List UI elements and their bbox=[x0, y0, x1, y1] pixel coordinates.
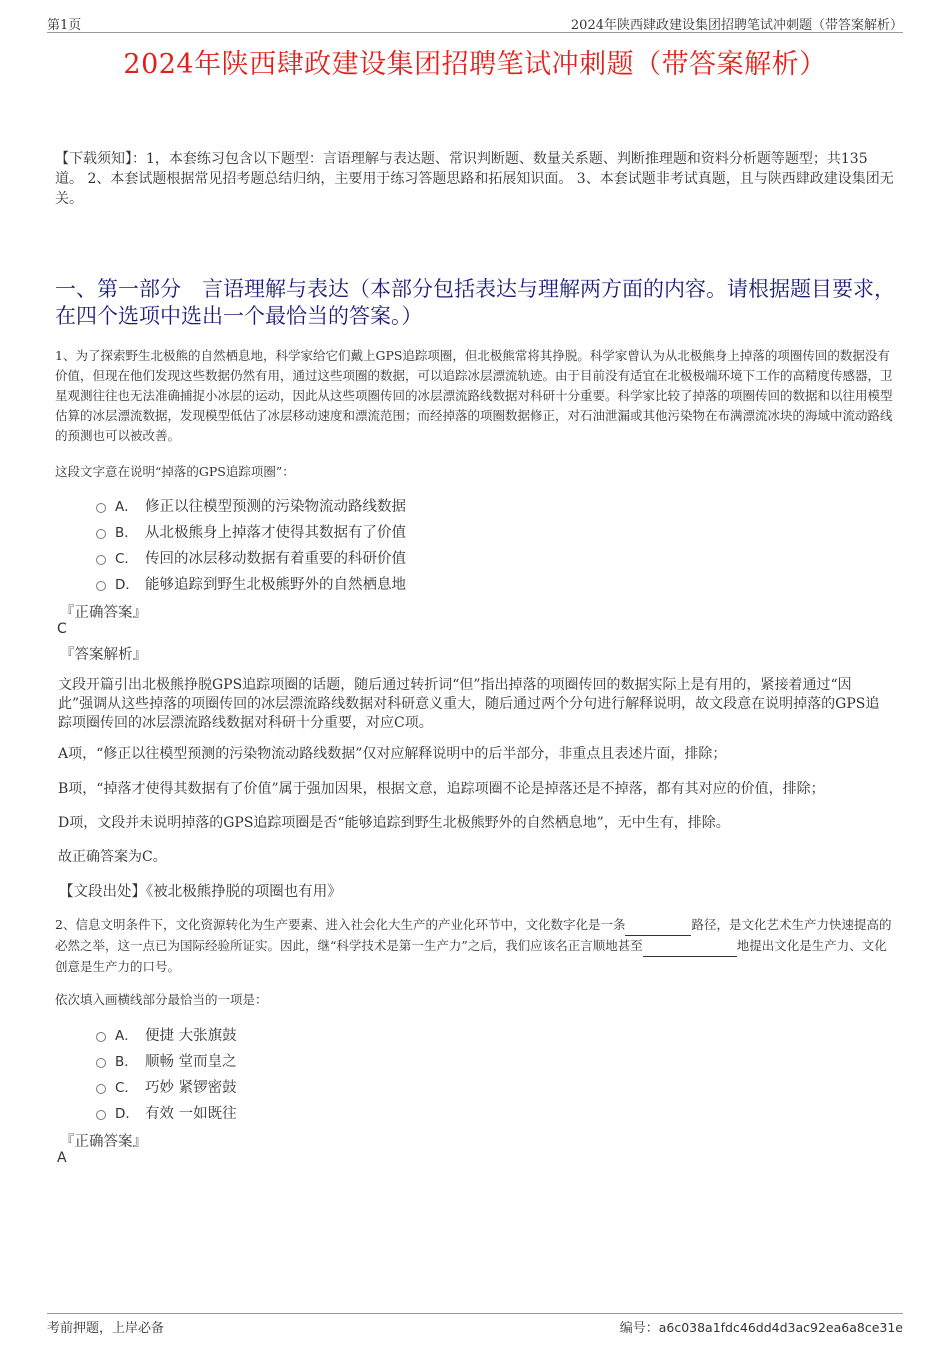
option-a[interactable] bbox=[96, 1021, 237, 1047]
question-2-text-part: 路径，是文化艺术生产力快速提高的必然之举，这一点已为国际经验所证实。因此，继“科学技术是第一生产力”之后，我们应该名正言顺地甚至 bbox=[55, 917, 892, 953]
radio-icon[interactable] bbox=[96, 1058, 106, 1068]
option-text: 便捷 大张旗鼓 bbox=[145, 1027, 237, 1044]
option-text: 修正以往模型预测的污染物流动路线数据 bbox=[145, 498, 406, 515]
radio-icon[interactable] bbox=[96, 1084, 106, 1094]
correct-answer-label: 『正确答案』 bbox=[60, 1134, 147, 1150]
analysis-paragraph: B项，“掉落才使得其数据有了价值”属于强加因果，根据文意，追踪项圈不论是掉落还是不掉落，都有其对应的价值，排除； bbox=[58, 781, 825, 797]
radio-icon[interactable] bbox=[96, 555, 106, 565]
fill-blank bbox=[643, 936, 737, 957]
option-letter: C． bbox=[115, 551, 138, 567]
option-text: 从北极熊身上掉落才使得其数据有了价值 bbox=[145, 524, 406, 541]
question-2-options bbox=[96, 1021, 237, 1125]
analysis-label: 『答案解析』 bbox=[60, 647, 147, 663]
correct-answer-label: 『正确答案』 bbox=[60, 605, 147, 621]
question-2-text bbox=[55, 915, 895, 977]
document-title: 2024年陕西肆政建设集团招聘笔试冲刺题（带答案解析） bbox=[123, 49, 827, 80]
radio-icon[interactable] bbox=[96, 581, 106, 591]
correct-answer: A bbox=[57, 1150, 67, 1166]
option-d[interactable] bbox=[96, 570, 406, 596]
option-text: 能够追踪到野生北极熊野外的自然栖息地 bbox=[145, 576, 406, 593]
option-letter: D． bbox=[115, 1106, 139, 1122]
question-2-text-part: 2、信息文明条件下，文化资源转化为生产要素、进入社会化大生产的产业化环节中，文化数字化是一条 bbox=[55, 917, 626, 932]
radio-icon[interactable] bbox=[96, 1032, 106, 1042]
footer-slogan: 考前押题，上岸必备 bbox=[47, 1321, 165, 1336]
footer-code bbox=[620, 1317, 903, 1336]
option-c[interactable] bbox=[96, 544, 406, 570]
fill-blank bbox=[625, 915, 691, 936]
analysis-conclusion: 故正确答案为C。 bbox=[58, 849, 167, 865]
question-2-prompt: 依次填入画横线部分最恰当的一项是： bbox=[55, 992, 268, 1007]
option-letter: D． bbox=[115, 577, 139, 593]
option-text: 巧妙 紧锣密鼓 bbox=[145, 1079, 237, 1096]
option-text: 传回的冰层移动数据有着重要的科研价值 bbox=[145, 550, 406, 567]
option-text: 有效 一如既往 bbox=[145, 1105, 237, 1122]
passage-source: 【文段出处】《被北极熊挣脱的项圈也有用》 bbox=[59, 884, 342, 900]
option-b[interactable] bbox=[96, 518, 406, 544]
option-letter: A． bbox=[115, 1028, 138, 1044]
question-1-text: 1、为了探索野生北极熊的自然栖息地，科学家给它们戴上GPS追踪项圈，但北极熊常将其挣脱。科学家曾认为从北极熊身上掉落的项圈传回的数据没有价值，但现在他们发现这些数据仍然有用，通过这些项圈的数据，可以追踪冰层漂流轨迹。由于目前没有适宜在北极极端环境下工作的高精度传感器，卫星观测往往也无法准确捕捉小冰层的运动，因此从这些项圈传回的冰层漂流路线数据对科研十分重要。科学家比较了掉落的项圈传回的数据和以往用模型估算的冰层漂流数据，发现模型低估了冰层移动速度和漂流范围；而经掉落的项圈数据修正，对石油泄漏或其他污染物在布满漂流冰块的海域中流动路线的预测也可以被改善。 bbox=[55, 348, 893, 443]
footer-code-label: 编号： bbox=[619, 1321, 659, 1336]
question-1-options bbox=[96, 492, 406, 596]
page-number: 第1页 bbox=[47, 18, 82, 33]
analysis-paragraph: D项，文段并未说明掉落的GPS追踪项圈是否“能够追踪到野生北极熊野外的自然栖息地”，无中生有，排除。 bbox=[58, 815, 730, 831]
radio-icon[interactable] bbox=[96, 503, 106, 513]
analysis-paragraph: 文段开篇引出北极熊挣脱GPS追踪项圈的话题，随后通过转折词“但”指出掉落的项圈传回的数据实际上是有用的，紧接着通过“因此”强调从这些掉落的项圈传回的冰层漂流路线数据对科研意义重大，随后通过两个分句进行解释说明，故文段意在说明掉落的GPS追踪项圈传回的冰层漂流路线数据对科研十分重要，对应C项。 bbox=[58, 677, 880, 731]
option-letter: B． bbox=[115, 525, 138, 541]
footer-code-value: a6c038a1fdc46dd4d3ac92ea6a8ce31e bbox=[658, 1320, 903, 1335]
download-notice: 【下载须知】：1，本套练习包含以下题型：言语理解与表达题、常识判断题、数量关系题、判断推理题和资料分析题等题型；共135道。 2、本套试题根据常见招考题总结归纳，主要用于练习答题思路和拓展知识面。 3、本套试题非考试真题，且与陕西肆政建设集团无关。 bbox=[55, 151, 894, 207]
option-letter: C． bbox=[115, 1080, 138, 1096]
option-d[interactable] bbox=[96, 1099, 237, 1125]
question-1-prompt: 这段文字意在说明“掉落的GPS追踪项圈”： bbox=[55, 464, 295, 479]
option-c[interactable] bbox=[96, 1073, 237, 1099]
option-b[interactable] bbox=[96, 1047, 237, 1073]
radio-icon[interactable] bbox=[96, 1110, 106, 1120]
header-doc-title: 2024年陕西肆政建设集团招聘笔试冲刺题（带答案解析） bbox=[570, 18, 903, 33]
section-title: 一、第一部分 言语理解与表达（本部分包括表达与理解两方面的内容。请根据题目要求，在四个选项中选出一个最恰当的答案。） bbox=[55, 277, 895, 328]
option-letter: B． bbox=[115, 1054, 138, 1070]
page-header bbox=[47, 12, 903, 33]
question-2-text-part: 地提出文化是生产力、文化创意是生产力的口号。 bbox=[55, 938, 887, 974]
page-footer bbox=[47, 1313, 903, 1336]
option-letter: A． bbox=[115, 499, 138, 515]
option-text: 顺畅 堂而皇之 bbox=[145, 1053, 237, 1070]
radio-icon[interactable] bbox=[96, 529, 106, 539]
analysis-paragraph: A项，“修正以往模型预测的污染物流动路线数据”仅对应解释说明中的后半部分，非重点且表述片面，排除； bbox=[58, 746, 727, 762]
option-a[interactable] bbox=[96, 492, 406, 518]
correct-answer: C bbox=[57, 621, 67, 637]
